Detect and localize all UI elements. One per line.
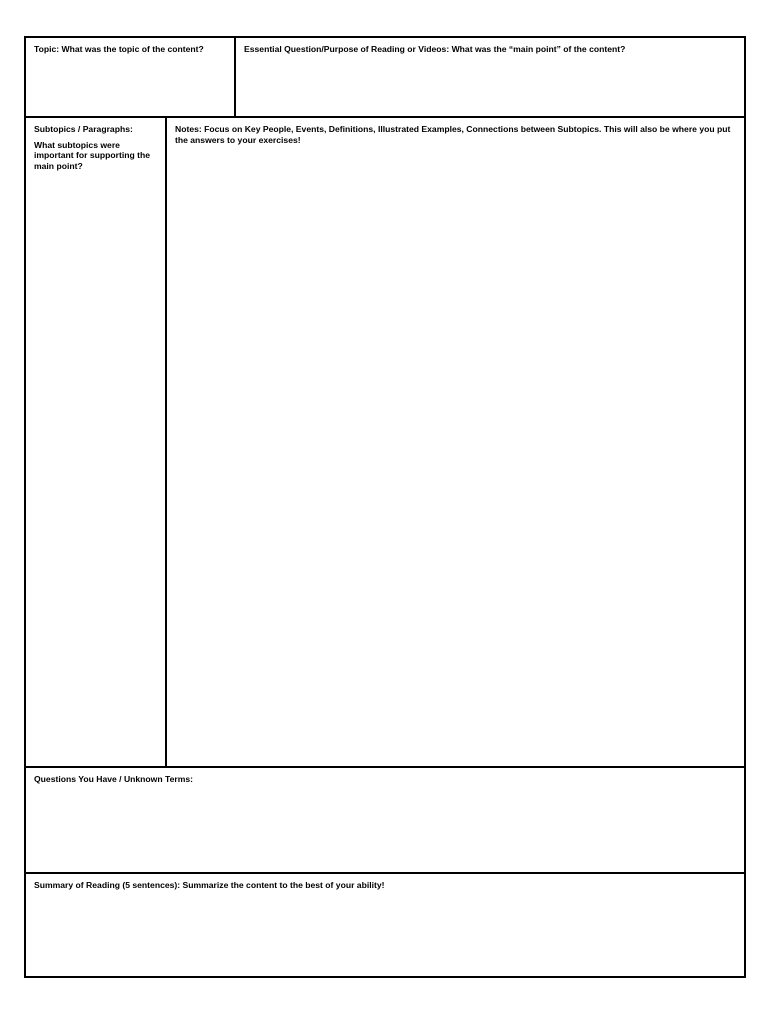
summary-label: Summary of Reading (5 sentences): Summarize the content to the best of your ability!	[34, 880, 385, 890]
notes-cell[interactable]	[167, 118, 744, 766]
subtopics-label: Subtopics / Paragraphs:	[34, 124, 133, 134]
notes-label: Notes: Focus on Key People, Events, Definitions, Illustrated Examples, Connections between Subtopics. This will also be where you put the answers to your exercises!	[175, 124, 731, 145]
summary-cell[interactable]	[26, 874, 744, 976]
essential-question-cell[interactable]	[236, 38, 744, 116]
questions-cell[interactable]	[26, 768, 744, 872]
topic-label: Topic: What was the topic of the content?	[34, 44, 204, 54]
notes-worksheet	[24, 36, 746, 978]
topic-cell[interactable]	[26, 38, 234, 116]
questions-label: Questions You Have / Unknown Terms:	[34, 774, 194, 784]
subtopics-question: What subtopics were important for supporting the main point?	[34, 139, 151, 171]
subtopics-cell[interactable]	[26, 118, 165, 766]
essential-question-label: Essential Question/Purpose of Reading or Videos: What was the “main point” of the content?	[244, 44, 626, 54]
